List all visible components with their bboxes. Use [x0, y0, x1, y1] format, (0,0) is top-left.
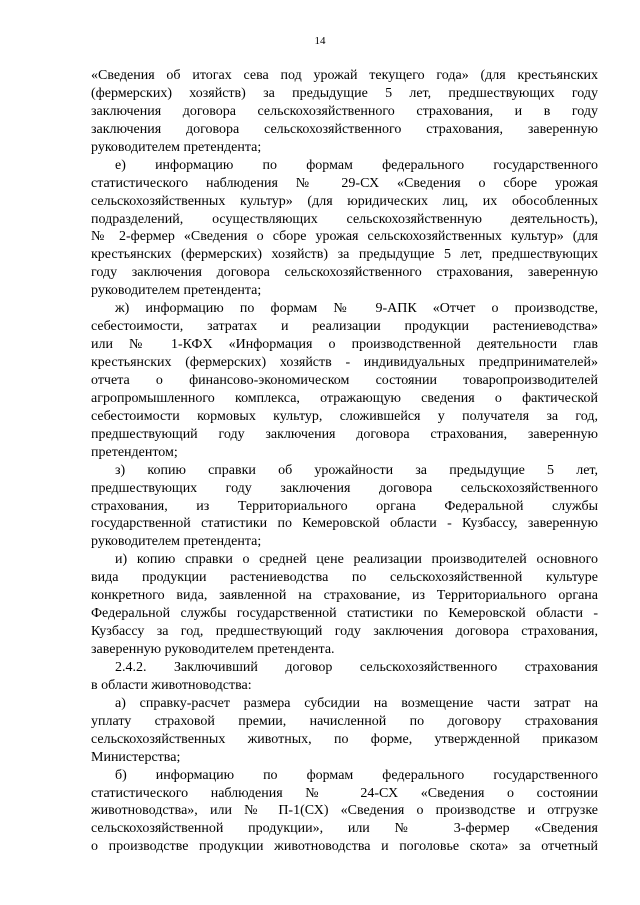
- text-line: и) копию справки о средней цене реализации производителей основного: [115, 552, 598, 568]
- text-line: Министерства;: [91, 749, 181, 765]
- text-line: животноводства», или № П-1(СХ) «Сведения о производстве и отгрузке: [91, 803, 598, 819]
- text-line: (фермерских) хозяйств) за предыдущие 5 лет, предшествующих году: [91, 85, 598, 101]
- text-line: статистического наблюдения № 29-СХ «Сведения о сборе урожая: [91, 175, 598, 191]
- text-line: о производстве продукции животноводства и поголовье скота» за отчетный: [91, 839, 598, 855]
- text-line: сельскохозяйственных культур» (для юридических лиц, их обособленных: [91, 193, 598, 209]
- text-line: Федеральной службы государственной статистики по Кемеровской области -: [91, 606, 598, 622]
- text-line: «Сведения об итогах сева под урожай текущего года» (для крестьянских: [91, 68, 598, 83]
- text-line: крестьянских (фермерских) хозяйств - индивидуальных предпринимателей»: [91, 355, 598, 370]
- text-line: а) справку-расчет размера субсидии на возмещение части затрат на: [115, 695, 598, 711]
- text-line: конкретного вида, заявленной на страхование, из Территориального органа: [91, 588, 598, 604]
- text-line: претендентом;: [91, 444, 178, 460]
- text-line: году заключения договора сельскохозяйственного страхования, заверенную: [91, 265, 598, 281]
- text-line: заверенную руководителем претендента.: [91, 642, 335, 657]
- text-line: е) информацию по формам федерального государственного: [115, 157, 598, 173]
- text-line: или № 1-КФХ «Информация о производственной деятельности глав: [91, 337, 598, 353]
- text-line: уплату страховой премии, начисленной по договору страхования: [91, 713, 598, 729]
- text-line: отчета о финансово-экономическом состоянии товаропроизводителей: [91, 372, 598, 388]
- text-line: ж) информацию по формам № 9-АПК «Отчет о производстве,: [115, 301, 598, 317]
- text-line: предшествующих году заключения договора сельскохозяйственного: [91, 480, 598, 496]
- text-line: государственной статистики по Кемеровской области - Кузбассу, заверенную: [91, 516, 598, 532]
- text-line: страхования, из Территориального органа Федеральной службы: [91, 498, 598, 514]
- text-line: руководителем претендента;: [91, 283, 262, 299]
- text-line: руководителем претендента;: [91, 139, 262, 155]
- text-line: руководителем претендента;: [91, 534, 262, 550]
- text-line: вида продукции растениеводства по сельскохозяйственной культуре: [91, 570, 598, 586]
- text-line: агропромышленного комплекса, отражающую сведения о фактической: [91, 390, 598, 406]
- page-number: 14: [314, 35, 326, 47]
- text-line: крестьянских (фермерских) хозяйств) за предыдущие 5 лет, предшествующих: [91, 247, 598, 263]
- text-line: б) информацию по формам федерального государственного: [115, 767, 598, 783]
- text-line: 2.4.2. Заключивший договор сельскохозяйственного страхования: [115, 659, 598, 675]
- text-line: себестоимости, затратах и реализации продукции растениеводства»: [91, 319, 598, 335]
- text-line: сельскохозяйственной продукции», или № 3-фермер «Сведения: [91, 821, 598, 837]
- document-body: [91, 67, 598, 856]
- text-line: № 2-фермер «Сведения о сборе урожая сельскохозяйственных культур» (для: [91, 229, 598, 245]
- text-line: себестоимости кормовых культур, сложившейся у получателя за год,: [91, 408, 598, 424]
- text-line: предшествующий году заключения договора страхования, заверенную: [91, 426, 598, 442]
- text-line: заключения договора сельскохозяйственного страхования, и в году: [91, 103, 598, 119]
- text-line: з) копию справки об урожайности за предыдущие 5 лет,: [115, 462, 598, 478]
- text-line: статистического наблюдения № 24-СХ «Сведения о состоянии: [91, 785, 598, 801]
- text-line: в области животноводства:: [91, 677, 252, 693]
- text-line: Кузбассу за год, предшествующий году заключения договора страхования,: [91, 624, 598, 640]
- text-line: заключения договора сельскохозяйственного страхования, заверенную: [91, 121, 598, 137]
- text-line: подразделений, осуществляющих сельскохозяйственную деятельность),: [91, 211, 598, 227]
- text-line: сельскохозяйственных животных, по форме, утвержденной приказом: [91, 731, 598, 747]
